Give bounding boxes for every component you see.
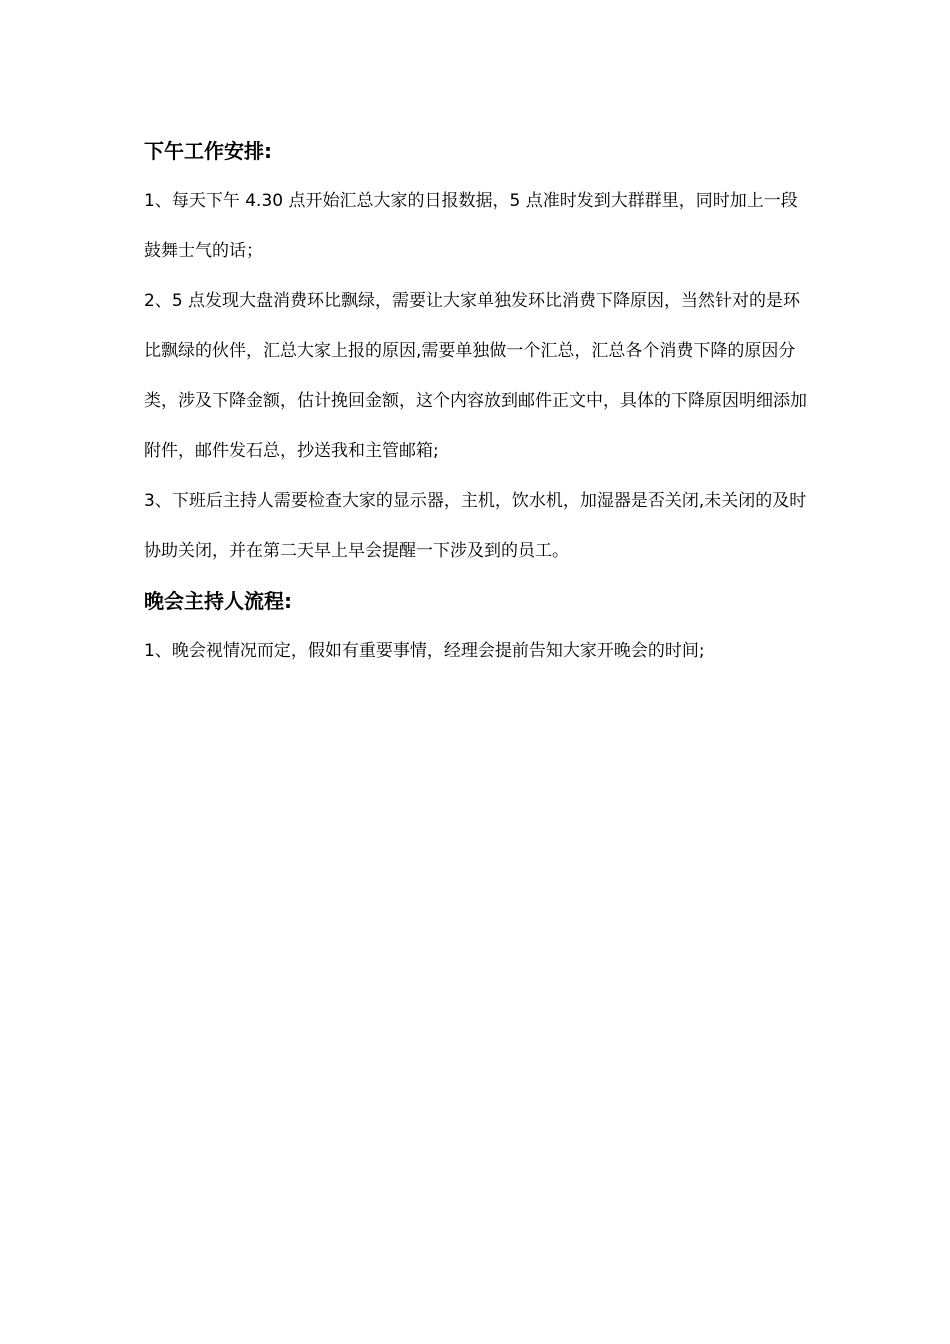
paragraph: 1、晚会视情况而定，假如有重要事情，经理会提前告知大家开晚会的时间; — [144, 641, 705, 661]
paragraph: 1、每天下午 4.30 点开始汇总大家的日报数据，5 点准时发到大群群里，同时加上一段鼓舞士气的话； — [144, 191, 798, 261]
paragraph: 2、5 点发现大盘消费环比飘绿，需要让大家单独发环比消费下降原因，当然针对的是环比飘绿的伙伴，汇总大家上报的原因,需要单独做一个汇总，汇总各个消费下降的原因分类，涉及下降金额，估计挽回金额，这个内容放到邮件正文中，具体的下降原因明细添加附件，邮件发石总，抄送我和主管邮箱; — [144, 291, 807, 461]
paragraph: 3、下班后主持人需要检查大家的显示器，主机，饮水机，加湿器是否关闭,未关闭的及时协助关闭，并在第二天早上早会提醒一下涉及到的员工。 — [144, 491, 807, 561]
section-heading: 下午工作安排: — [144, 139, 272, 163]
section-evening-host-process — [144, 576, 810, 676]
section-afternoon-work — [144, 126, 810, 576]
document-content — [144, 126, 810, 676]
section-heading: 晚会主持人流程: — [144, 589, 292, 613]
